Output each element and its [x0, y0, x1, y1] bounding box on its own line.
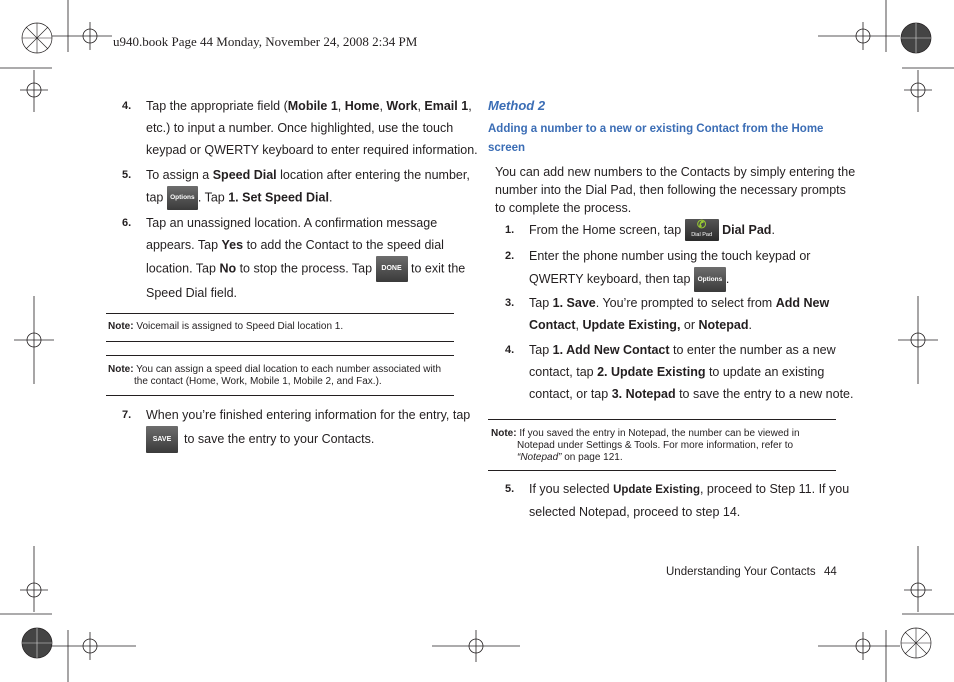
text-line: Speed Dial field. — [146, 286, 238, 300]
bold-text: 3. Notepad — [611, 387, 676, 401]
step-text — [146, 95, 478, 161]
bold-text: Home — [344, 99, 380, 113]
text: location. Tap — [146, 261, 220, 276]
step-text — [146, 404, 471, 453]
step-number: 7. — [122, 409, 132, 421]
note-rule-bottom — [106, 395, 454, 396]
text: QWERTY keyboard, then tap — [529, 271, 694, 286]
text: Tap — [529, 343, 553, 357]
note-label: Note: — [491, 428, 517, 439]
text-line: selected Notepad, proceed to step 14. — [529, 505, 741, 519]
text: . — [328, 190, 333, 205]
bold-text: Add New — [775, 296, 830, 310]
step-text — [529, 219, 775, 242]
note-label: Note: — [108, 364, 134, 375]
options-button-icon: Options — [694, 267, 726, 292]
text: , — [337, 99, 345, 113]
step-text — [146, 164, 470, 210]
step-text — [529, 339, 853, 405]
note-text: the contact (Home, Work, Mobile 1, Mobile 2, and Fax.). — [134, 376, 382, 387]
bold-text: Speed Dial — [212, 168, 277, 182]
text: . — [725, 271, 730, 286]
step-text — [146, 212, 466, 304]
text: to save the entry to a new note. — [675, 387, 854, 401]
bold-text: Yes — [221, 238, 244, 252]
step-6-left — [122, 212, 466, 304]
text: Tap the appropriate field ( — [146, 99, 288, 113]
bold-text: Work — [386, 99, 418, 113]
dial-pad-icon — [685, 219, 719, 241]
step-number: 5. — [505, 483, 515, 495]
step-number: 5. — [122, 169, 132, 181]
text-line: keypad or QWERTY keyboard to enter required information. — [146, 143, 478, 157]
text: tap — [146, 190, 167, 205]
bold-text: Notepad — [698, 318, 749, 332]
step-number: 2. — [505, 250, 515, 262]
bold-text: No — [219, 261, 237, 276]
step-number: 4. — [505, 344, 515, 356]
text-line: Enter the phone number using the touch keypad or — [529, 249, 811, 263]
icon-label: Dial Pad — [691, 231, 713, 238]
step-5-right — [505, 478, 850, 524]
text: to stop the process. Tap — [236, 261, 376, 276]
bold-text: Update Existing — [613, 484, 700, 496]
text: . Tap — [197, 190, 229, 205]
text: From the Home screen, tap — [529, 223, 685, 237]
note-text: You can assign a speed dial location to each number associated with — [136, 364, 442, 375]
text: , — [379, 99, 387, 113]
text: , — [468, 99, 472, 113]
bold-text: Email 1 — [424, 99, 469, 113]
page-number: 44 — [824, 566, 837, 578]
step-text — [529, 292, 829, 336]
text: to exit the — [407, 261, 466, 276]
text: . — [748, 318, 752, 332]
text-line: to complete the process. — [495, 201, 632, 215]
step-7-left — [122, 404, 471, 456]
footer-section-title: Understanding Your Contacts — [666, 566, 816, 578]
bold-text: 1. Save — [552, 296, 596, 310]
text: . — [771, 223, 775, 237]
done-button-icon: DONE — [376, 256, 408, 282]
text-line: When you’re finished entering information for the entry, tap — [146, 408, 471, 422]
text: location after entering the number, — [276, 168, 470, 182]
print-header: u940.book Page 44 Monday, November 24, 2008 2:34 PM — [113, 34, 418, 49]
text: Tap — [529, 296, 553, 310]
note-rule-top — [488, 419, 836, 420]
step-number: 3. — [505, 297, 515, 309]
note-rule-bottom — [488, 470, 836, 471]
text: , — [575, 318, 583, 332]
bold-text: Dial Pad — [722, 223, 772, 237]
note-text: Notepad under Settings & Tools. For more information, refer to — [517, 440, 794, 451]
save-button-icon: SAVE — [146, 426, 178, 453]
text-line: Tap an unassigned location. A confirmation message — [146, 216, 438, 230]
step-4-right — [505, 339, 854, 407]
options-button-icon: Options — [167, 186, 198, 210]
text: , — [417, 99, 425, 113]
bold-text: Mobile 1 — [287, 99, 338, 113]
text-line: etc.) to input a number. Once highlighted, use the touch — [146, 121, 454, 135]
step-number: 6. — [122, 217, 132, 229]
section-subheading: Adding a number to a new or existing Contact from the Home screen — [488, 123, 824, 154]
note-rule-top — [106, 355, 454, 356]
step-text — [529, 245, 810, 292]
text: To assign a — [146, 168, 213, 182]
text-line: You can add new numbers to the Contacts by simply entering the — [495, 165, 856, 179]
step-4-left — [122, 95, 478, 161]
text: If you selected — [529, 482, 614, 496]
method-heading: Method 2 — [488, 98, 546, 113]
note-reference: “Notepad” — [517, 452, 562, 463]
bold-text: Update Existing, — [582, 318, 681, 332]
bold-text: 1. Set Speed Dial — [228, 190, 329, 205]
text: contact, or tap — [529, 387, 612, 401]
note-text: If you saved the entry in Notepad, the number can be viewed in — [519, 428, 800, 439]
note-rule-top — [106, 313, 454, 314]
note-text: on page 121. — [561, 452, 623, 463]
text: . You’re prompted to select from — [595, 296, 776, 310]
text: to add the Contact to the speed dial — [243, 238, 444, 252]
step-text — [529, 478, 849, 523]
step-2-right — [505, 245, 845, 291]
text: to enter the number as a new — [669, 343, 836, 357]
text-line: number into the Dial Pad, then following the necessary prompts — [495, 183, 846, 197]
text: appears. Tap — [146, 238, 222, 252]
text: contact, tap — [529, 365, 598, 379]
note-voicemail — [108, 321, 452, 333]
note-label: Note: — [108, 321, 134, 332]
step-number: 4. — [122, 100, 132, 112]
bold-text: Contact — [529, 318, 576, 332]
intro-paragraph — [495, 163, 856, 217]
step-number: 1. — [505, 224, 515, 236]
bold-text: 1. Add New Contact — [552, 343, 670, 357]
text: to update an existing — [705, 365, 825, 379]
text: to save the entry to your Contacts. — [184, 431, 375, 446]
text: or — [680, 318, 699, 332]
step-5-left — [122, 164, 470, 214]
note-speed-dial — [108, 364, 452, 388]
note-text: Voicemail is assigned to Speed Dial location 1. — [136, 321, 344, 332]
text: , proceed to Step 11. If you — [699, 482, 850, 496]
step-3-right — [505, 292, 845, 338]
step-1-right — [505, 219, 845, 245]
phone-icon: ✆ — [697, 218, 707, 231]
bold-text: 2. Update Existing — [597, 365, 706, 379]
note-notepad — [491, 428, 835, 464]
note-rule-bottom — [106, 341, 454, 342]
